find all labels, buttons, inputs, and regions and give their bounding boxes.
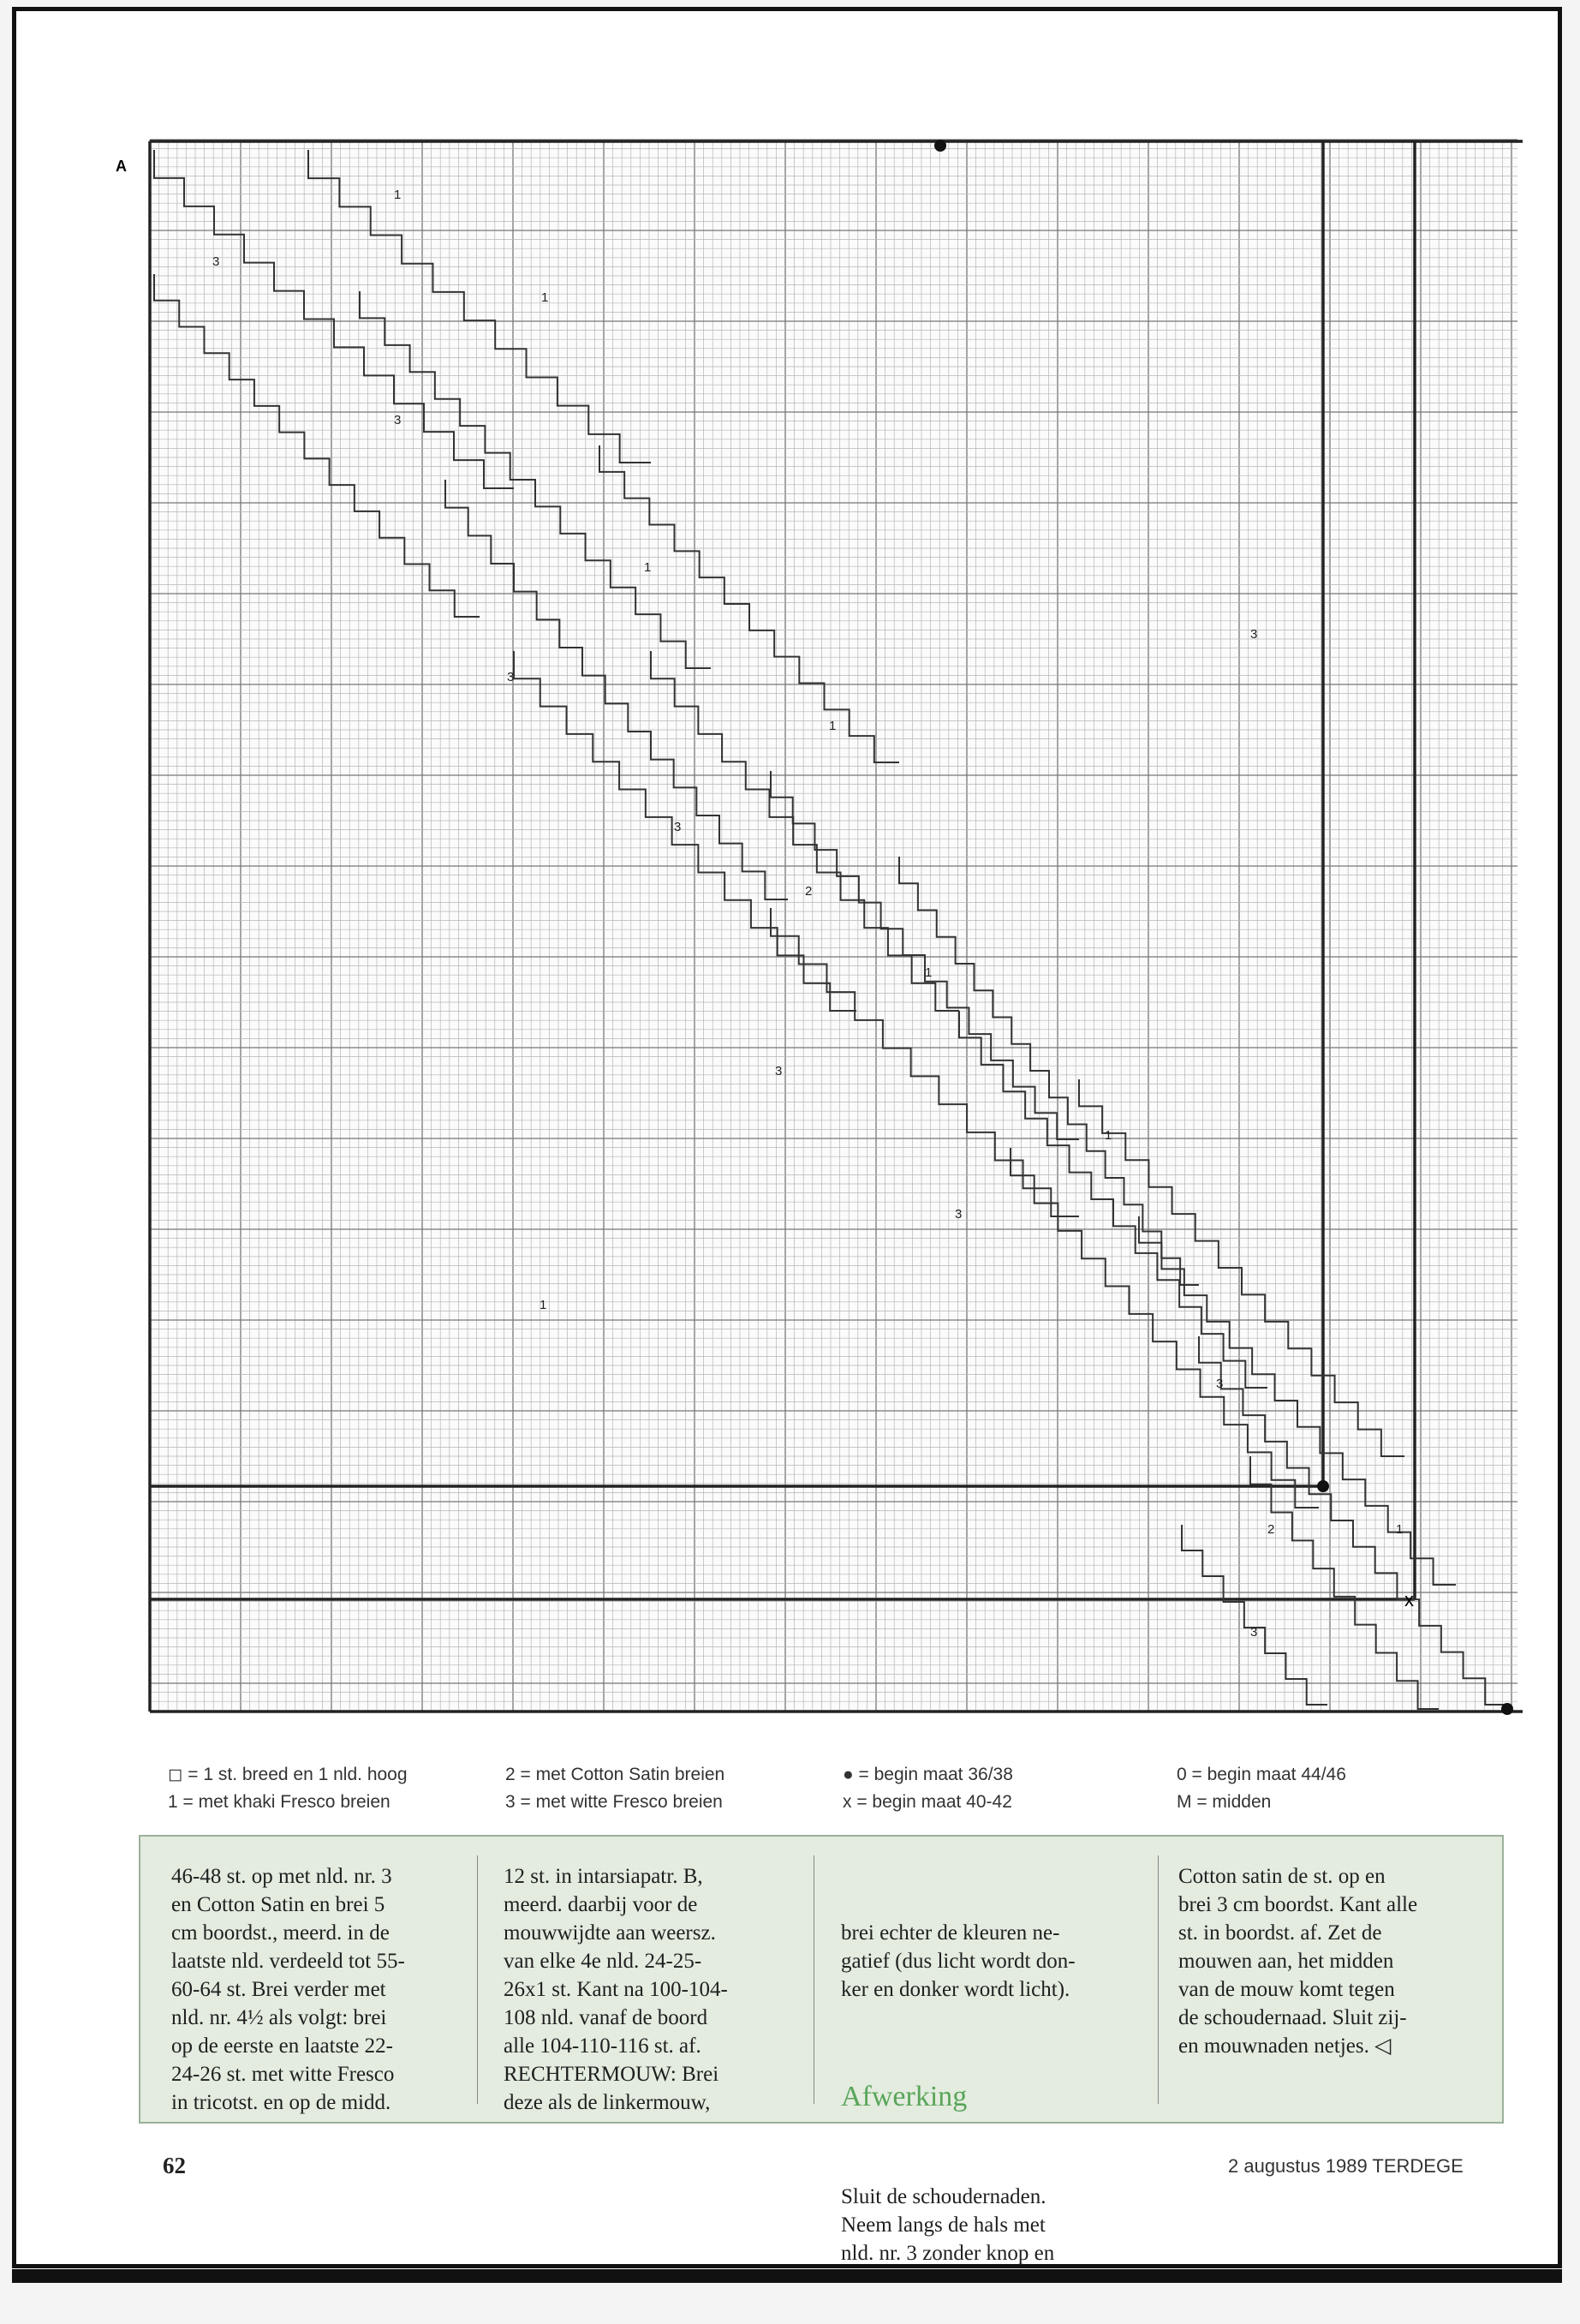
column-divider [1158,1855,1159,2104]
legend-item: ● = begin maat 36/38 [843,1765,1013,1784]
afwerking-heading: Afwerking [841,2081,968,2112]
text-column-4: Cotton satin de st. op en brei 3 cm boordst. Kant alle st. in boordst. af. Zet de mouwen aan, het midden van de mouw komt tegen de schoudernaad. Sluit zij- en mouwnaden netjes. ◁ [1178,1865,1418,2058]
legend-item: 3 = met witte Fresco breien [505,1792,723,1812]
chart-colour-number: 1 [925,965,933,980]
text-column-3b: Sluit de schoudernaden. Neem langs de hals met nld. nr. 3 zonder knop en [841,2185,1055,2265]
chart-colour-number: 3 [1250,627,1258,642]
chart-colour-number: 2 [805,884,813,899]
legend-col-2 [505,1761,724,1816]
legend-col-3 [843,1761,1013,1816]
legend-item: 0 = begin maat 44/46 [1177,1765,1346,1784]
chart-corner-label: A [116,158,127,175]
chart-colour-number: 1 [644,560,652,575]
chart-colour-number: 3 [674,820,682,834]
legend-col-1 [168,1761,408,1816]
chart-colour-number: 1 [541,290,549,305]
chart-colour-number: 3 [955,1207,963,1222]
legend-item: 1 = met khaki Fresco breien [168,1792,391,1812]
text-column-2: 12 st. in intarsiapatr. B, meerd. daarbij voor de mouwwijdte aan weersz. van elke 4e nld. 24-25- 26x1 st. Kant na 100-104- 108 nld. vanaf de boord alle 104-110-116 st. af. RECHTERMOUW: Brei deze als de linkermouw, [504,1865,728,2114]
size-start-marker [1501,1703,1513,1715]
chart-colour-number: 3 [394,413,402,427]
chart-colour-number: 3 [775,1064,783,1078]
text-column-3a: brei echter de kleuren ne- gatief (dus licht wordt don- ker en donker wordt licht). [841,1921,1076,2001]
column-divider [477,1855,478,2104]
chart-colour-number: 3 [1216,1377,1224,1391]
legend-item: x = begin maat 40-42 [843,1792,1012,1812]
chart-colour-number: 3 [212,254,220,269]
text-column-3 [841,1862,1136,2324]
chart-colour-number: 1 [1396,1522,1404,1537]
chart-colour-number: 1 [540,1298,547,1312]
chart-colour-number: 1 [829,719,837,733]
page-number: 62 [163,2153,186,2178]
chart-colour-number: 1 [394,188,402,202]
chart-colour-number: 3 [1250,1625,1258,1640]
chart-colour-number: 2 [1267,1522,1275,1537]
size-start-marker: x [1404,1589,1414,1610]
chart-colour-number: 1 [1105,1128,1112,1143]
issue-line: 2 augustus 1989 TERDEGE [1228,2155,1464,2177]
size-start-marker [934,140,946,152]
chart-colour-number: 3 [507,670,515,684]
text-column-1: 46-48 st. op met nld. nr. 3 en Cotton Satin en brei 5 cm boordst., meerd. in de laatste nld. verdeeld tot 55- 60-64 st. Brei verder met nld. nr. 4½ als volgt: brei op de eerste en laatste 22- 24-26 st. met witte Fresco in tricotst. en op de midd. [171,1865,405,2114]
legend-item: 2 = met Cotton Satin breien [505,1765,725,1784]
legend-item: ◻ = 1 st. breed en 1 nld. hoog [168,1765,408,1784]
legend-col-4 [1177,1761,1346,1816]
size-start-marker [1317,1480,1329,1492]
legend-item: M = midden [1177,1792,1272,1812]
